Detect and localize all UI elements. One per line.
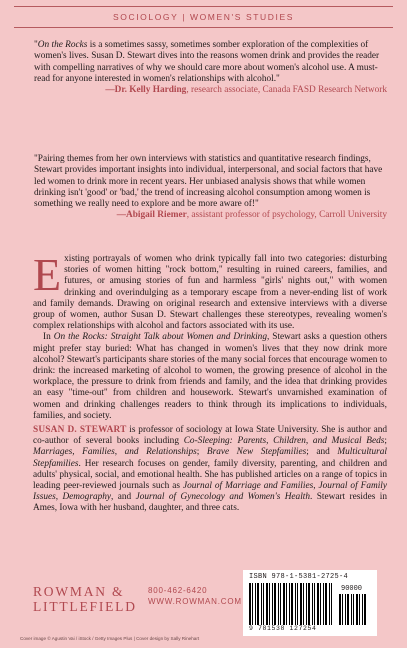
drop-cap: E: [33, 249, 62, 300]
quote-text: "Pairing themes from her own interviews with statistics and quantitative research findings, Stewart provides important insights into individual, interpersonal, and social factors that have led women to drink more in recent years. Her unbiased analysis shows that while women drinking isn't 'good' or 'bad,' the trend of increasing alcohol consumption among women is something we really need to explore and be more aware of!": [34, 154, 383, 210]
quote-book-title: On the Rocks: [37, 40, 88, 50]
barcode-bar: [297, 583, 298, 625]
author-bio: [33, 425, 387, 515]
publisher-logo: [33, 584, 137, 614]
barcode-bar: [269, 583, 270, 625]
bio-text: ; and: [306, 447, 338, 458]
barcode-bar: [303, 583, 304, 625]
bio-text: . Stewart resides in Ames, Iowa with her husband, daughter, and three cats.: [33, 492, 387, 514]
book-title: Brave New Stepfamilies: [206, 447, 307, 458]
publisher-phone: 800-462-6420: [148, 586, 208, 595]
barcode-bar: [278, 583, 279, 625]
barcode-bar: [295, 583, 296, 625]
category-label: SOCIOLOGY | WOMEN'S STUDIES: [112, 12, 294, 22]
barcode-bar: [362, 594, 363, 625]
attribution-role: , research associate, Canada FASD Research Network: [186, 85, 387, 96]
barcode-bar: [359, 594, 360, 625]
category-rule: [14, 27, 393, 28]
barcode-number: 9 781538 127254: [249, 625, 317, 632]
publisher-contact: [148, 586, 242, 607]
bio-text: , and: [111, 492, 136, 503]
barcode-bar: [280, 583, 281, 625]
attribution-name: —Dr. Kelly Harding: [105, 85, 187, 96]
journal-title: Journal of Marriage and Families: [183, 481, 314, 492]
bio-text: is professor of sociology at Iowa State University. She is author and co-author of several books including: [33, 425, 387, 447]
barcode-bar: [272, 583, 273, 625]
description-paragraph-1: [33, 249, 387, 332]
bio-text: ;: [384, 436, 387, 447]
quote-attribution: [34, 210, 387, 221]
barcode-bar: [320, 583, 321, 625]
attribution-name: —Abigail Riemer: [116, 210, 187, 221]
barcode-bar: [325, 583, 327, 625]
top-rule: [14, 6, 393, 7]
endorsement-quote-2: [34, 154, 387, 222]
barcode-bar: [351, 594, 352, 625]
barcode-bar: [342, 594, 343, 625]
endorsement-quote-1: "On the Rocks is a sometimes sassy, sometimes somber exploration of the complexities of women's lives. Susan D. Stewart dives into the reasons women drink and provides the reader with compelling narratives of why we should care more about women's alcohol use. A must-read for anyone interested in women's relationships with alcohol." —Dr. Kelly Harding, research associate, Canada FASD Research Network: [34, 40, 387, 96]
barcode-bar: [339, 594, 341, 625]
barcode-bar: [274, 583, 276, 625]
journal-title: Journal of Family Issues: [33, 481, 387, 503]
barcode-bar: [266, 583, 268, 625]
paragraph-text: , Stewart asks a question others might prefer stay buried: What has changed in women's lives that they now drink more alcohol? Stewart's participants share stories of the many social forces that encourage women to drink: the increased marketing of alcohol to women, the growing presence of alcohol in the workplace, the pressure to drink from friends and family, and the idea that drinking provides an easy "time-out" from children and housework. Stewart's unvarnished examination of women and drinking challenges readers to think through its implications to individuals, families, and society.: [33, 332, 387, 421]
barcode-bar: [283, 583, 285, 625]
attribution-role: , assistant professor of psychology, Carroll University: [186, 210, 387, 221]
barcode-bar: [252, 583, 253, 625]
barcode-bar: [345, 594, 346, 625]
barcode-bar: [306, 583, 307, 625]
isbn-text: ISBN 978-1-5381-2725-4: [249, 573, 349, 581]
bio-text: . Her research focuses on gender, family diversity, parenting, and children and adults' physical, social, and emotional health. She has published articles on a range of topics in leading peer-reviewed journals such as: [33, 458, 387, 492]
publisher-website: WWW.ROWMAN.COM: [148, 596, 242, 606]
barcode-bar: [329, 583, 330, 625]
publisher-name-line-2: LITTLEFIELD: [33, 599, 137, 614]
book-title: Co-Sleeping: Parents, Children, and Musical Beds: [183, 436, 385, 447]
book-title: On the Rocks: Straight Talk about Women and Drinking: [53, 332, 267, 343]
barcode-bar: [317, 583, 319, 625]
barcode-bar: [255, 583, 256, 625]
isbn-barcode: [243, 570, 377, 636]
publisher-name-line-1: ROWMAN &: [33, 584, 125, 599]
barcode-bar: [291, 583, 293, 625]
author-name: SUSAN D. STEWART: [33, 425, 127, 435]
bio-text: ,: [313, 481, 319, 492]
barcode-bar: [261, 583, 262, 625]
paragraph-text: In: [43, 332, 54, 343]
addon-barcode-bars: [339, 594, 369, 625]
quote-attribution: [34, 85, 387, 96]
barcode-bar: [257, 583, 259, 625]
journal-title: Journal of Gynecology and Women's Health: [135, 492, 311, 503]
barcode-bar: [289, 583, 290, 625]
book-description: [33, 249, 387, 422]
paragraph-text: xisting portrayals of women who drink typically fall into two categories: disturbing stories of women hitting "rock bottom," resulting in ruined careers, families, and futures, or amusing stories of fun and harmless "girls' nights out," with women drinking and overindulging as a temporary escape from a never-ending list of work and family demands. Drawing on original research and extensive interviews with a diverse group of women, author Susan D. Stewart challenges these stereotypes, revealing women's complex relationships with alcohol and factors associated with its use.: [33, 254, 387, 332]
quote-text: is a sometimes sassy, sometimes somber exploration of the complexities of women's lives. Susan D. Stewart dives into the reasons women drink and provides the reader with compelling narratives of why we should care more about women's alcohol use. A must-read for anyone interested in women's relationships with alcohol.": [34, 40, 380, 84]
barcode-bar: [364, 594, 366, 625]
barcode-bar: [300, 583, 302, 625]
price-code: 90000: [341, 585, 363, 593]
description-paragraph-2: [33, 332, 387, 422]
cover-credits: Cover image © Agustin Vai / iStock / Getty Images Plus | Cover design by Sally Rinehart: [20, 636, 200, 641]
barcode-bar: [308, 583, 310, 625]
barcode-bar: [356, 594, 358, 625]
barcode-bar: [314, 583, 315, 625]
barcode-bar: [249, 583, 251, 625]
barcode-bar: [286, 583, 287, 625]
journal-title: Demography: [62, 492, 112, 503]
book-title: Multicultural Stepfamilies: [33, 447, 387, 469]
ean-barcode-bars: [249, 583, 335, 625]
book-title: Marriages, Families, and Relationships: [33, 447, 197, 458]
barcode-bar: [323, 583, 324, 625]
barcode-bar: [331, 583, 332, 625]
barcode-bar: [347, 594, 349, 625]
barcode-bar: [312, 583, 313, 625]
barcode-bar: [263, 583, 264, 625]
bio-text: ;: [196, 447, 207, 458]
barcode-bar: [353, 594, 354, 625]
bio-text: ,: [55, 492, 63, 503]
